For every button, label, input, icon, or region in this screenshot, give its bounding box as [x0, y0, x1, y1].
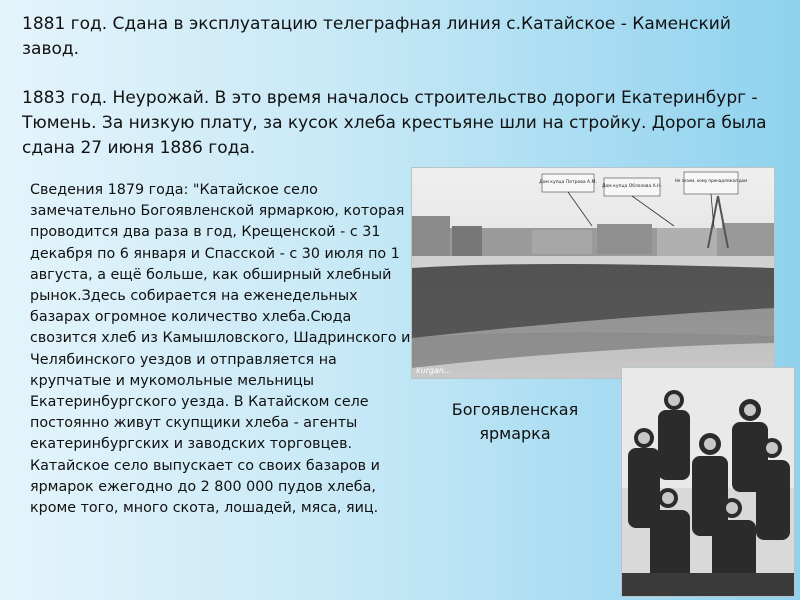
- paragraph-1883: 1883 год. Неурожай. В это время началось строительство дороги Екатеринбург - Тюмень. За низкую плату, за кусок хлеба крестьяне шли на стройку. Дорога была сдана 27 июня 1886 года.: [22, 88, 767, 158]
- photo-caption: Богоявленская ярмарка: [451, 400, 579, 443]
- label-unknown: Не знаем, кому принадлежал дом: [674, 178, 748, 183]
- fair-photo: [412, 168, 774, 378]
- paragraph-1879: Сведения 1879 года: "Катайское село замечательно Богоявленской ярмаркою, которая проводится два раза в год, Крещенской - с 31 декабря по 6 января и Спасской - с 30 июля по 1 августа, а ещё больше, как обширный хлебный рынок.Здесь собирается на еженедельных базарах огромное количество хлеба.Сюда свозится хлеб из Камышловского, Шадринского и Челябинского уездов и отправляется на крупчатые и мукомольные мельницы Екатеринбургского уезда. В Катайском селе постоянно живут скупщики хлеба - агенты екатеринбургских и заводских торговцев. Катайское село выпускает со своих базаров и ярмарок ежегодно до 2 800 000 пудов хлеба, кроме того, много скота, лошадей, мяса, яиц.: [30, 182, 411, 517]
- label-petrov: Дом купца Петрова А.М.: [539, 180, 597, 185]
- photo-watermark: kurgan…: [416, 366, 453, 375]
- label-oblazov: Дом купца Облазова А.Н.: [602, 184, 662, 189]
- group-photo: [622, 368, 794, 596]
- paragraph-1881: 1881 год. Сдана в эксплуатацию телеграфная линия с.Катайское - Каменский завод.: [22, 14, 731, 59]
- fair-photo-image: [412, 168, 774, 378]
- group-photo-image: [622, 368, 794, 596]
